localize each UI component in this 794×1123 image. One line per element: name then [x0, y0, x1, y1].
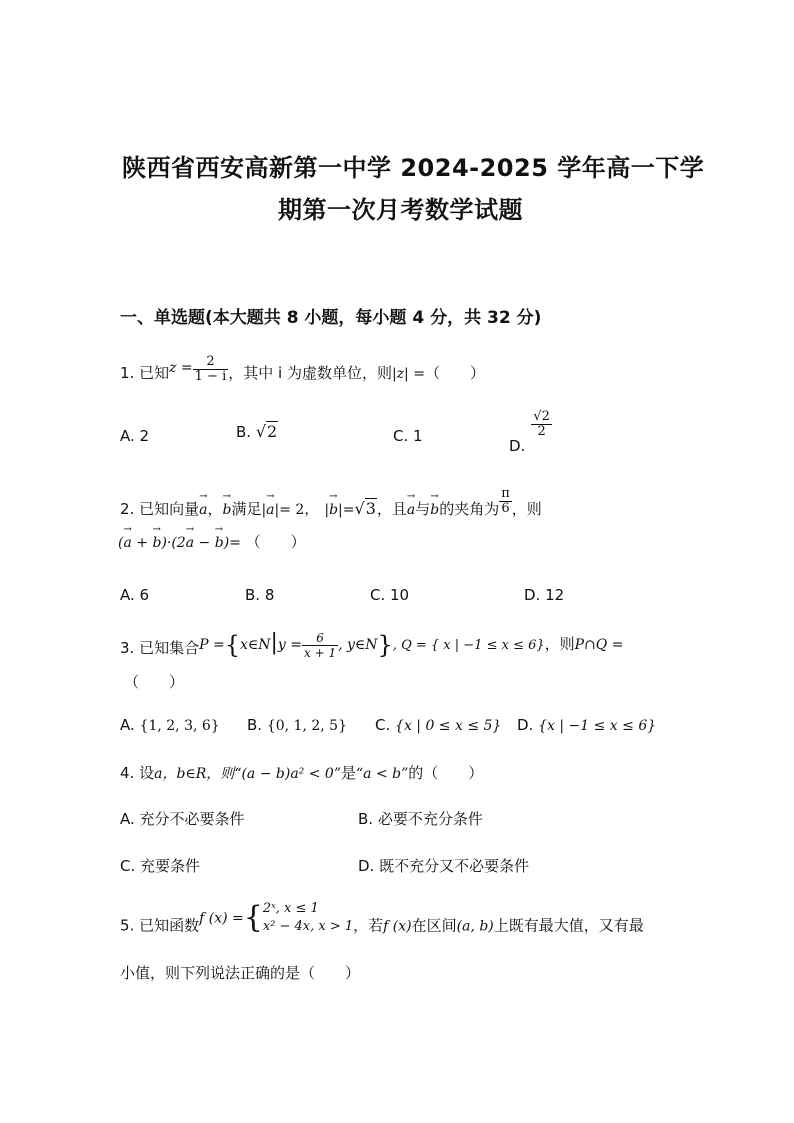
q2-option-b: B. 8	[245, 586, 275, 604]
q4-option-a: A. 充分不必要条件	[120, 810, 245, 828]
question-5-line-1	[120, 900, 644, 936]
q4-option-b: B. 必要不充分条件	[358, 810, 483, 828]
q2-option-c: C. 10	[370, 586, 410, 604]
q3-option-c: C. {x | 0 ≤ x ≤ 5}	[375, 716, 502, 734]
q2-option-a: A. 6	[120, 586, 150, 604]
q1-fraction	[193, 355, 229, 384]
q5-text1: ，若	[353, 916, 384, 935]
q2-paren: （ ）	[245, 533, 306, 551]
q1-frac-den: 1 − i	[194, 369, 227, 384]
q2-text5: ，则	[511, 500, 542, 518]
q4-vars: a，b∈R，则	[154, 766, 235, 782]
q1-frac-num: 2	[193, 355, 229, 370]
title-line-2: 期第一次月考数学试题	[278, 196, 523, 224]
q2-text1: 满足	[231, 500, 262, 518]
q2-cond2: =	[342, 502, 355, 518]
q1-option-b-label: B.	[236, 423, 252, 441]
q1-option-a: A. 2	[120, 427, 150, 445]
q1-option-c: C. 1	[393, 427, 423, 445]
q2-text4: 的夹角为	[439, 500, 500, 518]
q3-option-a: A. {1, 2, 3, 6}	[120, 716, 220, 734]
vector-b: → b	[222, 502, 231, 518]
question-2-line-1: 2. 已知向量→ a，→ b满足|→ a|= 2， |→ b|=√3，且→ a与→ b的夹角为 $\frac{\pi}{6}$ ，则	[120, 487, 542, 519]
question-3-line-1	[120, 630, 623, 660]
vector-a: → a	[199, 502, 207, 518]
q2-prefix: 2. 已知向量	[120, 500, 200, 518]
q1-option-d-label: D.	[509, 437, 526, 455]
q1-middle: ，其中 i 为虚数单位，则	[228, 364, 392, 382]
q3-set-q: , Q = { x | −1 ≤ x ≤ 6}	[392, 638, 545, 653]
q4-quote2: “a < b”	[356, 766, 409, 782]
q5-prefix: 5. 已知函数	[120, 916, 200, 935]
q4-is: 是	[341, 764, 357, 782]
question-2-line-2	[118, 531, 306, 552]
q2-abs-a: |→ a|	[261, 502, 279, 518]
q2-text2: ，且	[376, 500, 407, 518]
q4-quote1: “(a − b)a² < 0”	[234, 766, 341, 782]
q5-interval: (a, b)	[456, 918, 494, 935]
question-1	[120, 355, 485, 384]
q1-option-d	[509, 410, 552, 455]
q1-absz: |z| =	[391, 366, 425, 382]
q1-z-eq: z =	[169, 360, 193, 376]
q2-abs-b: |→ b|	[324, 502, 342, 518]
q2-option-d: D. 12	[524, 586, 565, 604]
q1-option-b-sqrt: √2	[255, 422, 278, 441]
q5-cases: 2ˣ, x ≤ 1 x² − 4x, x > 1	[262, 901, 354, 934]
q2-sqrt3: √3	[354, 499, 376, 518]
q1-option-d-frac: $\frac{√2}{2}$	[533, 409, 550, 439]
q2-cond1: = 2，	[279, 502, 319, 518]
section-heading: 一、单选题(本大题共 8 小题，每小题 4 分，共 32 分)	[120, 308, 542, 328]
q5-fx: f (x) =	[199, 910, 244, 927]
q2-angle: $\frac{\pi}{6}$	[501, 486, 510, 516]
q3-option-b: B. {0, 1, 2, 5}	[247, 716, 347, 734]
q4-tail: 的（ ）	[408, 764, 484, 782]
q3-paren: （ ）	[124, 673, 185, 691]
q1-prefix: 1. 已知	[120, 364, 170, 382]
q5-fx2: f (x)	[383, 918, 412, 935]
q3-prefix: 3. 已知集合	[120, 639, 200, 657]
q5-brace: {	[243, 900, 263, 935]
title-line-1: 陕西省西安高新第一中学 2024-2025 学年高一下学	[122, 154, 705, 182]
question-5-line-2: 小值，则下列说法正确的是（ ）	[120, 964, 361, 982]
q3-option-d: D. {x | −1 ≤ x ≤ 6}	[517, 716, 657, 734]
q4-prefix: 4. 设	[120, 764, 155, 782]
q5-text3: 上既有最大值，又有最	[493, 916, 644, 935]
q3-tail-math: P∩Q =	[574, 637, 624, 653]
q2-text3: 与	[415, 500, 431, 518]
question-4	[120, 762, 483, 783]
q1-option-b	[236, 422, 278, 441]
q3-tail: ，则	[544, 635, 575, 653]
q1-paren: （ ）	[424, 364, 485, 382]
q2-expr-tail: =	[229, 535, 241, 551]
q3-set-p: P ={x∈N|y = $\frac{6}{x + 1}$ , y∈N}	[199, 630, 393, 660]
q5-text2: 在区间	[411, 916, 457, 935]
q4-option-c: C. 充要条件	[120, 857, 201, 875]
q4-option-d: D. 既不充分又不必要条件	[358, 857, 530, 875]
q2-expression: (→ a + → b)·(2→ a − → b)	[118, 535, 229, 551]
